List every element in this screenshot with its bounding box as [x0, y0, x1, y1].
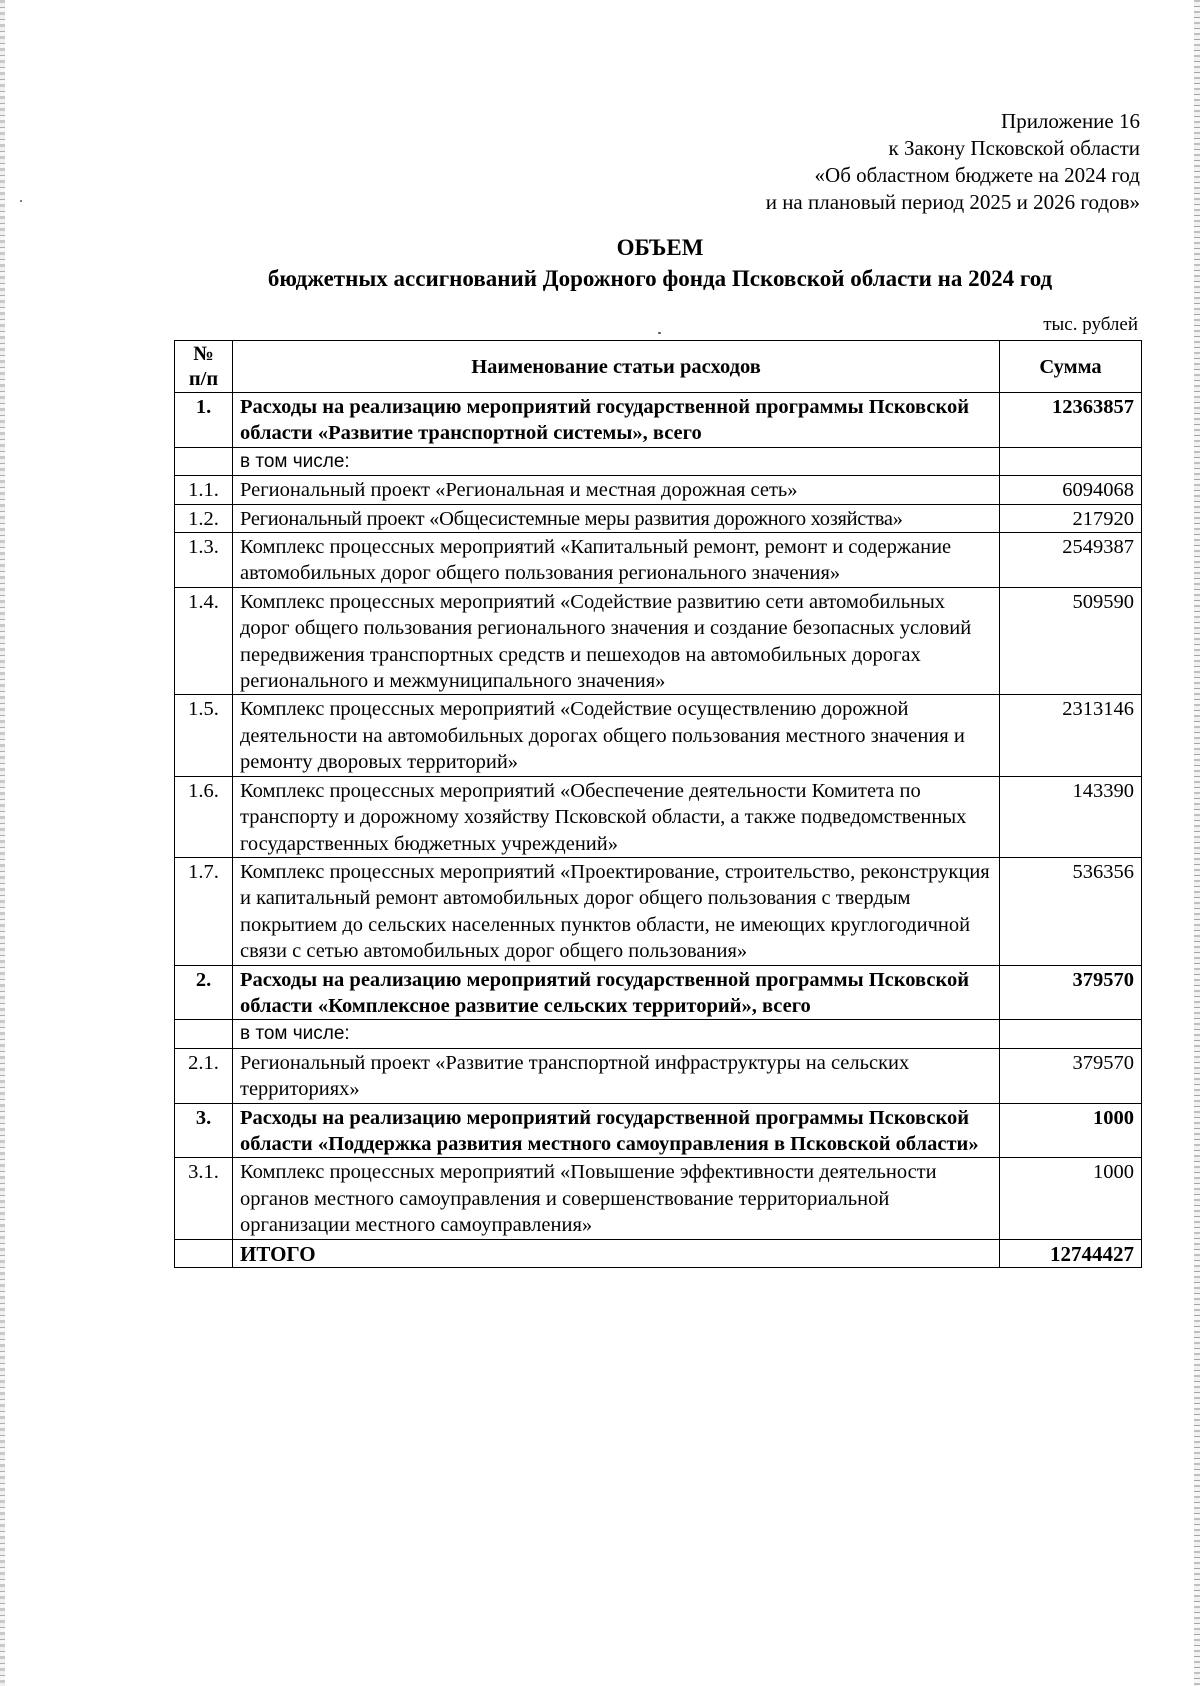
title-main: ОБЪЕМ	[616, 235, 704, 260]
row-name: Комплекс процессных мероприятий «Обеспечение деятельности Комитета по транспорту и дорожному хозяйству Псковской области, а также подведомственных государственных бюджетных учреждений»	[233, 776, 1000, 857]
budget-table	[174, 340, 1142, 1268]
row-name: Региональный проект «Общесистемные меры развития дорожного хозяйства»	[233, 504, 1000, 532]
scan-speck	[658, 332, 661, 334]
row-name: Комплекс процессных мероприятий «Содействие осуществлению дорожной деятельности на автомобильных дорогах общего пользования местного значения и ремонту дворовых территорий»	[233, 695, 1000, 776]
table-row	[175, 587, 1142, 695]
table-row	[175, 533, 1142, 588]
appendix-line: Приложение 16	[1001, 109, 1140, 133]
title-subtitle: бюджетных ассигнований Дорожного фонда Псковской области на 2024 год	[267, 266, 1053, 291]
table-row	[175, 1103, 1142, 1158]
row-name: Комплекс процессных мероприятий «Повышение эффективности деятельности органов местного самоуправления и совершенствование территориальной организации местного самоуправления»	[233, 1158, 1000, 1239]
row-sum: 2313146	[1000, 695, 1142, 776]
appendix-reference	[766, 108, 1140, 216]
header-num: № п/п	[175, 341, 233, 393]
row-num: 1.3.	[175, 533, 233, 588]
scan-edge-left	[0, 0, 5, 1686]
row-num: 2.	[175, 965, 233, 1020]
table-row	[175, 695, 1142, 776]
row-name: Расходы на реализацию мероприятий государственной программы Псковской области «Развитие транспортной системы», всего	[233, 393, 1000, 448]
table-row	[175, 447, 1142, 475]
appendix-line: «Об областном бюджете на 2024 год	[814, 163, 1140, 187]
total-label: ИТОГО	[233, 1239, 1000, 1267]
document-title	[160, 232, 1160, 294]
table-row	[175, 1158, 1142, 1239]
row-name: Региональный проект «Региональная и местная дорожная сеть»	[233, 476, 1000, 504]
row-name: Расходы на реализацию мероприятий государственной программы Псковской области «Поддержка развития местного самоуправления в Псковской области»	[233, 1103, 1000, 1158]
row-sum: 1000	[1000, 1158, 1142, 1239]
row-name: в том числе:	[233, 1020, 1000, 1048]
table-header-row	[175, 341, 1142, 393]
scan-edge-right	[1194, 0, 1200, 1686]
table-row	[175, 1020, 1142, 1048]
row-name: Региональный проект «Развитие транспортной инфраструктуры на сельских территориях»	[233, 1048, 1000, 1103]
row-num	[175, 1020, 233, 1048]
row-sum: 379570	[1000, 965, 1142, 1020]
table-row	[175, 393, 1142, 448]
row-sum	[1000, 1020, 1142, 1048]
row-num: 1.1.	[175, 476, 233, 504]
header-sum: Сумма	[1000, 341, 1142, 393]
row-sum: 6094068	[1000, 476, 1142, 504]
row-sum: 536356	[1000, 857, 1142, 965]
row-name: Комплекс процессных мероприятий «Проектирование, строительство, реконструкция и капитальный ремонт автомобильных дорог общего пользования с твердым покрытием до сельских населенных пунктов области, не имеющих круглогодичной связи с сетью автомобильных дорог общего пользования»	[233, 857, 1000, 965]
table-total-row	[175, 1239, 1142, 1267]
table-row	[175, 504, 1142, 532]
row-sum: 509590	[1000, 587, 1142, 695]
appendix-line: к Закону Псковской области	[888, 136, 1140, 160]
row-num: 1.	[175, 393, 233, 448]
table-row	[175, 857, 1142, 965]
row-num	[175, 447, 233, 475]
row-num: 1.2.	[175, 504, 233, 532]
appendix-line: и на плановый период 2025 и 2026 годов»	[765, 190, 1140, 214]
row-name: Комплекс процессных мероприятий «Содействие развитию сети автомобильных дорог общего пользования регионального значения и создание безопасных условий передвижения транспортных средств и пешеходов на автомобильных дорогах регионального и межмуниципального значения»	[233, 587, 1000, 695]
row-sum: 1000	[1000, 1103, 1142, 1158]
row-sum: 12363857	[1000, 393, 1142, 448]
row-name: Расходы на реализацию мероприятий государственной программы Псковской области «Комплексное развитие сельских территорий», всего	[233, 965, 1000, 1020]
row-num: 1.4.	[175, 587, 233, 695]
table-row	[175, 776, 1142, 857]
row-name: Комплекс процессных мероприятий «Капитальный ремонт, ремонт и содержание автомобильных дорог общего пользования регионального значения»	[233, 533, 1000, 588]
row-sum	[1000, 447, 1142, 475]
row-num: 1.6.	[175, 776, 233, 857]
table-row	[175, 965, 1142, 1020]
row-num: 3.	[175, 1103, 233, 1158]
row-num: 2.1.	[175, 1048, 233, 1103]
total-sum: 12744427	[1000, 1239, 1142, 1267]
row-num: 1.7.	[175, 857, 233, 965]
total-num	[175, 1239, 233, 1267]
row-sum: 379570	[1000, 1048, 1142, 1103]
row-num: 1.5.	[175, 695, 233, 776]
row-sum: 217920	[1000, 504, 1142, 532]
unit-label: тыс. рублей	[1043, 314, 1138, 335]
table-row	[175, 476, 1142, 504]
row-sum: 143390	[1000, 776, 1142, 857]
header-name: Наименование статьи расходов	[233, 341, 1000, 393]
table-row	[175, 1048, 1142, 1103]
row-sum: 2549387	[1000, 533, 1142, 588]
scan-speck	[20, 200, 22, 202]
row-num: 3.1.	[175, 1158, 233, 1239]
row-name: в том числе:	[233, 447, 1000, 475]
